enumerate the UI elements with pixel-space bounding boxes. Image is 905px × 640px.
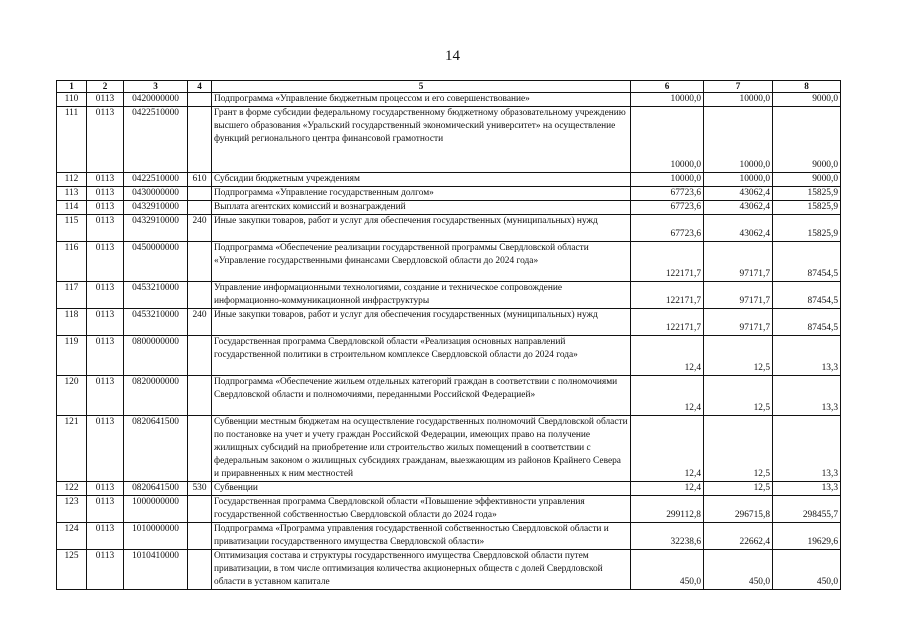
page-number: 14 (445, 48, 460, 64)
section-code: 0113 (87, 173, 124, 187)
section-code: 0113 (87, 309, 124, 336)
header-col-1: 1 (57, 81, 87, 93)
value-col-8: 19629,6 (773, 523, 841, 550)
row-number: 116 (57, 242, 87, 282)
budget-table (56, 80, 841, 590)
value-col-8: 87454,5 (773, 309, 841, 336)
table-row (57, 376, 841, 416)
header-col-5: 5 (212, 81, 631, 93)
item-name: Подпрограмма «Обеспечение жильем отдельных категорий граждан в соответствии с полномочиями Свердловской области и полномочиями, переданными Российской Федерацией» (212, 376, 631, 416)
table-row (57, 107, 841, 173)
section-code: 0113 (87, 215, 124, 242)
row-number: 122 (57, 482, 87, 496)
item-name: Управление информационными технологиями, создание и техническое сопровождение информационно-коммуникационной инфраструктуры (212, 282, 631, 309)
item-name: Субвенции (212, 482, 631, 496)
target-code: 0430000000 (124, 187, 188, 201)
item-name: Выплата агентских комиссий и вознаграждений (212, 201, 631, 215)
table-row (57, 416, 841, 482)
table-row (57, 282, 841, 309)
value-col-6: 122171,7 (631, 309, 704, 336)
section-code: 0113 (87, 416, 124, 482)
header-col-6: 6 (631, 81, 704, 93)
value-col-8: 13,3 (773, 482, 841, 496)
value-col-7: 10000,0 (704, 107, 773, 173)
expense-type (188, 201, 212, 215)
section-code: 0113 (87, 376, 124, 416)
value-col-6: 450,0 (631, 550, 704, 590)
value-col-6: 122171,7 (631, 242, 704, 282)
table-row (57, 187, 841, 201)
table-row (57, 496, 841, 523)
target-code: 1010410000 (124, 550, 188, 590)
row-number: 114 (57, 201, 87, 215)
value-col-7: 97171,7 (704, 282, 773, 309)
row-number: 124 (57, 523, 87, 550)
row-number: 125 (57, 550, 87, 590)
section-code: 0113 (87, 336, 124, 376)
section-code: 0113 (87, 282, 124, 309)
expense-type: 530 (188, 482, 212, 496)
table-row (57, 309, 841, 336)
value-col-7: 97171,7 (704, 242, 773, 282)
section-code: 0113 (87, 107, 124, 173)
target-code: 0453210000 (124, 282, 188, 309)
target-code: 0820641500 (124, 482, 188, 496)
value-col-6: 67723,6 (631, 187, 704, 201)
value-col-7: 10000,0 (704, 93, 773, 107)
value-col-6: 10000,0 (631, 173, 704, 187)
header-col-7: 7 (704, 81, 773, 93)
target-code: 0450000000 (124, 242, 188, 282)
row-number: 120 (57, 376, 87, 416)
value-col-8: 15825,9 (773, 187, 841, 201)
value-col-7: 10000,0 (704, 173, 773, 187)
value-col-8: 87454,5 (773, 282, 841, 309)
section-code: 0113 (87, 482, 124, 496)
value-col-6: 10000,0 (631, 93, 704, 107)
row-number: 117 (57, 282, 87, 309)
target-code: 1010000000 (124, 523, 188, 550)
value-col-7: 12,5 (704, 416, 773, 482)
expense-type (188, 242, 212, 282)
target-code: 0820641500 (124, 416, 188, 482)
table-row (57, 215, 841, 242)
item-name: Подпрограмма «Обеспечение реализации государственной программы Свердловской области «Управление государственными финансами Свердловской области до 2024 года» (212, 242, 631, 282)
section-code: 0113 (87, 523, 124, 550)
value-col-8: 15825,9 (773, 201, 841, 215)
table-row (57, 523, 841, 550)
value-col-6: 67723,6 (631, 215, 704, 242)
section-code: 0113 (87, 93, 124, 107)
value-col-8: 298455,7 (773, 496, 841, 523)
expense-type (188, 336, 212, 376)
expense-type (188, 93, 212, 107)
item-name: Иные закупки товаров, работ и услуг для обеспечения государственных (муниципальных) нужд (212, 215, 631, 242)
value-col-6: 122171,7 (631, 282, 704, 309)
table-row (57, 336, 841, 376)
row-number: 123 (57, 496, 87, 523)
target-code: 0432910000 (124, 201, 188, 215)
expense-type (188, 416, 212, 482)
table-row (57, 550, 841, 590)
section-code: 0113 (87, 242, 124, 282)
target-code: 0422510000 (124, 107, 188, 173)
header-col-3: 3 (124, 81, 188, 93)
header-col-2: 2 (87, 81, 124, 93)
item-name: Оптимизация состава и структуры государственного имущества Свердловской области путем приватизации, в том числе оптимизация количества акционерных обществ с долей Свердловской области в уставном капитале (212, 550, 631, 590)
value-col-6: 12,4 (631, 416, 704, 482)
table-body (57, 93, 841, 590)
section-code: 0113 (87, 187, 124, 201)
item-name: Субсидии бюджетным учреждениям (212, 173, 631, 187)
value-col-8: 13,3 (773, 376, 841, 416)
value-col-7: 12,5 (704, 336, 773, 376)
value-col-8: 15825,9 (773, 215, 841, 242)
expense-type (188, 376, 212, 416)
target-code: 0820000000 (124, 376, 188, 416)
header-col-8: 8 (773, 81, 841, 93)
value-col-7: 97171,7 (704, 309, 773, 336)
value-col-8: 9000,0 (773, 107, 841, 173)
target-code: 0453210000 (124, 309, 188, 336)
value-col-7: 12,5 (704, 482, 773, 496)
table-row (57, 242, 841, 282)
expense-type (188, 107, 212, 173)
row-number: 112 (57, 173, 87, 187)
expense-type (188, 496, 212, 523)
header-col-4: 4 (188, 81, 212, 93)
item-name: Подпрограмма «Управление государственным долгом» (212, 187, 631, 201)
value-col-8: 87454,5 (773, 242, 841, 282)
value-col-6: 12,4 (631, 482, 704, 496)
value-col-8: 9000,0 (773, 93, 841, 107)
row-number: 113 (57, 187, 87, 201)
table-row (57, 482, 841, 496)
item-name: Субвенции местным бюджетам на осуществление государственных полномочий Свердловской области по постановке на учет и учету граждан Российской Федерации, имеющих право на получение жилищных субсидий на приобретение или строительство жилых помещений в соответствии с федеральным законом о жилищных субсидиях гражданам, выезжающим из районов Крайнего Севера и приравненных к ним местностей (212, 416, 631, 482)
section-code: 0113 (87, 201, 124, 215)
value-col-6: 67723,6 (631, 201, 704, 215)
table-row (57, 173, 841, 187)
value-col-7: 43062,4 (704, 215, 773, 242)
expense-type: 240 (188, 215, 212, 242)
value-col-7: 43062,4 (704, 187, 773, 201)
expense-type: 610 (188, 173, 212, 187)
item-name: Государственная программа Свердловской области «Повышение эффективности управления государственной собственностью Свердловской области до 2024 года» (212, 496, 631, 523)
expense-type (188, 282, 212, 309)
target-code: 0420000000 (124, 93, 188, 107)
target-code: 0800000000 (124, 336, 188, 376)
value-col-7: 450,0 (704, 550, 773, 590)
table-row (57, 93, 841, 107)
value-col-6: 299112,8 (631, 496, 704, 523)
expense-type (188, 187, 212, 201)
row-number: 119 (57, 336, 87, 376)
target-code: 0432910000 (124, 215, 188, 242)
item-name: Государственная программа Свердловской области «Реализация основных направлений государственной политики в строительном комплексе Свердловской области до 2024 года» (212, 336, 631, 376)
value-col-6: 12,4 (631, 336, 704, 376)
value-col-8: 13,3 (773, 416, 841, 482)
value-col-8: 9000,0 (773, 173, 841, 187)
row-number: 121 (57, 416, 87, 482)
item-name: Подпрограмма «Управление бюджетным процессом и его совершенствование» (212, 93, 631, 107)
row-number: 110 (57, 93, 87, 107)
value-col-7: 43062,4 (704, 201, 773, 215)
value-col-8: 13,3 (773, 336, 841, 376)
item-name: Подпрограмма «Программа управления государственной собственностью Свердловской области и приватизации государственного имущества Свердловской области» (212, 523, 631, 550)
value-col-7: 22662,4 (704, 523, 773, 550)
row-number: 118 (57, 309, 87, 336)
value-col-6: 12,4 (631, 376, 704, 416)
target-code: 0422510000 (124, 173, 188, 187)
expense-type (188, 550, 212, 590)
expense-type: 240 (188, 309, 212, 336)
row-number: 111 (57, 107, 87, 173)
value-col-7: 12,5 (704, 376, 773, 416)
value-col-6: 32238,6 (631, 523, 704, 550)
header-row (57, 81, 841, 93)
item-name: Грант в форме субсидии федеральному государственному бюджетному образовательному учреждению высшего образования «Уральский государственный экономический университет» на осуществление функций регионального центра финансовой грамотности (212, 107, 631, 173)
target-code: 1000000000 (124, 496, 188, 523)
section-code: 0113 (87, 496, 124, 523)
section-code: 0113 (87, 550, 124, 590)
value-col-6: 10000,0 (631, 107, 704, 173)
expense-type (188, 523, 212, 550)
value-col-8: 450,0 (773, 550, 841, 590)
value-col-7: 296715,8 (704, 496, 773, 523)
item-name: Иные закупки товаров, работ и услуг для обеспечения государственных (муниципальных) нужд (212, 309, 631, 336)
row-number: 115 (57, 215, 87, 242)
table-row (57, 201, 841, 215)
